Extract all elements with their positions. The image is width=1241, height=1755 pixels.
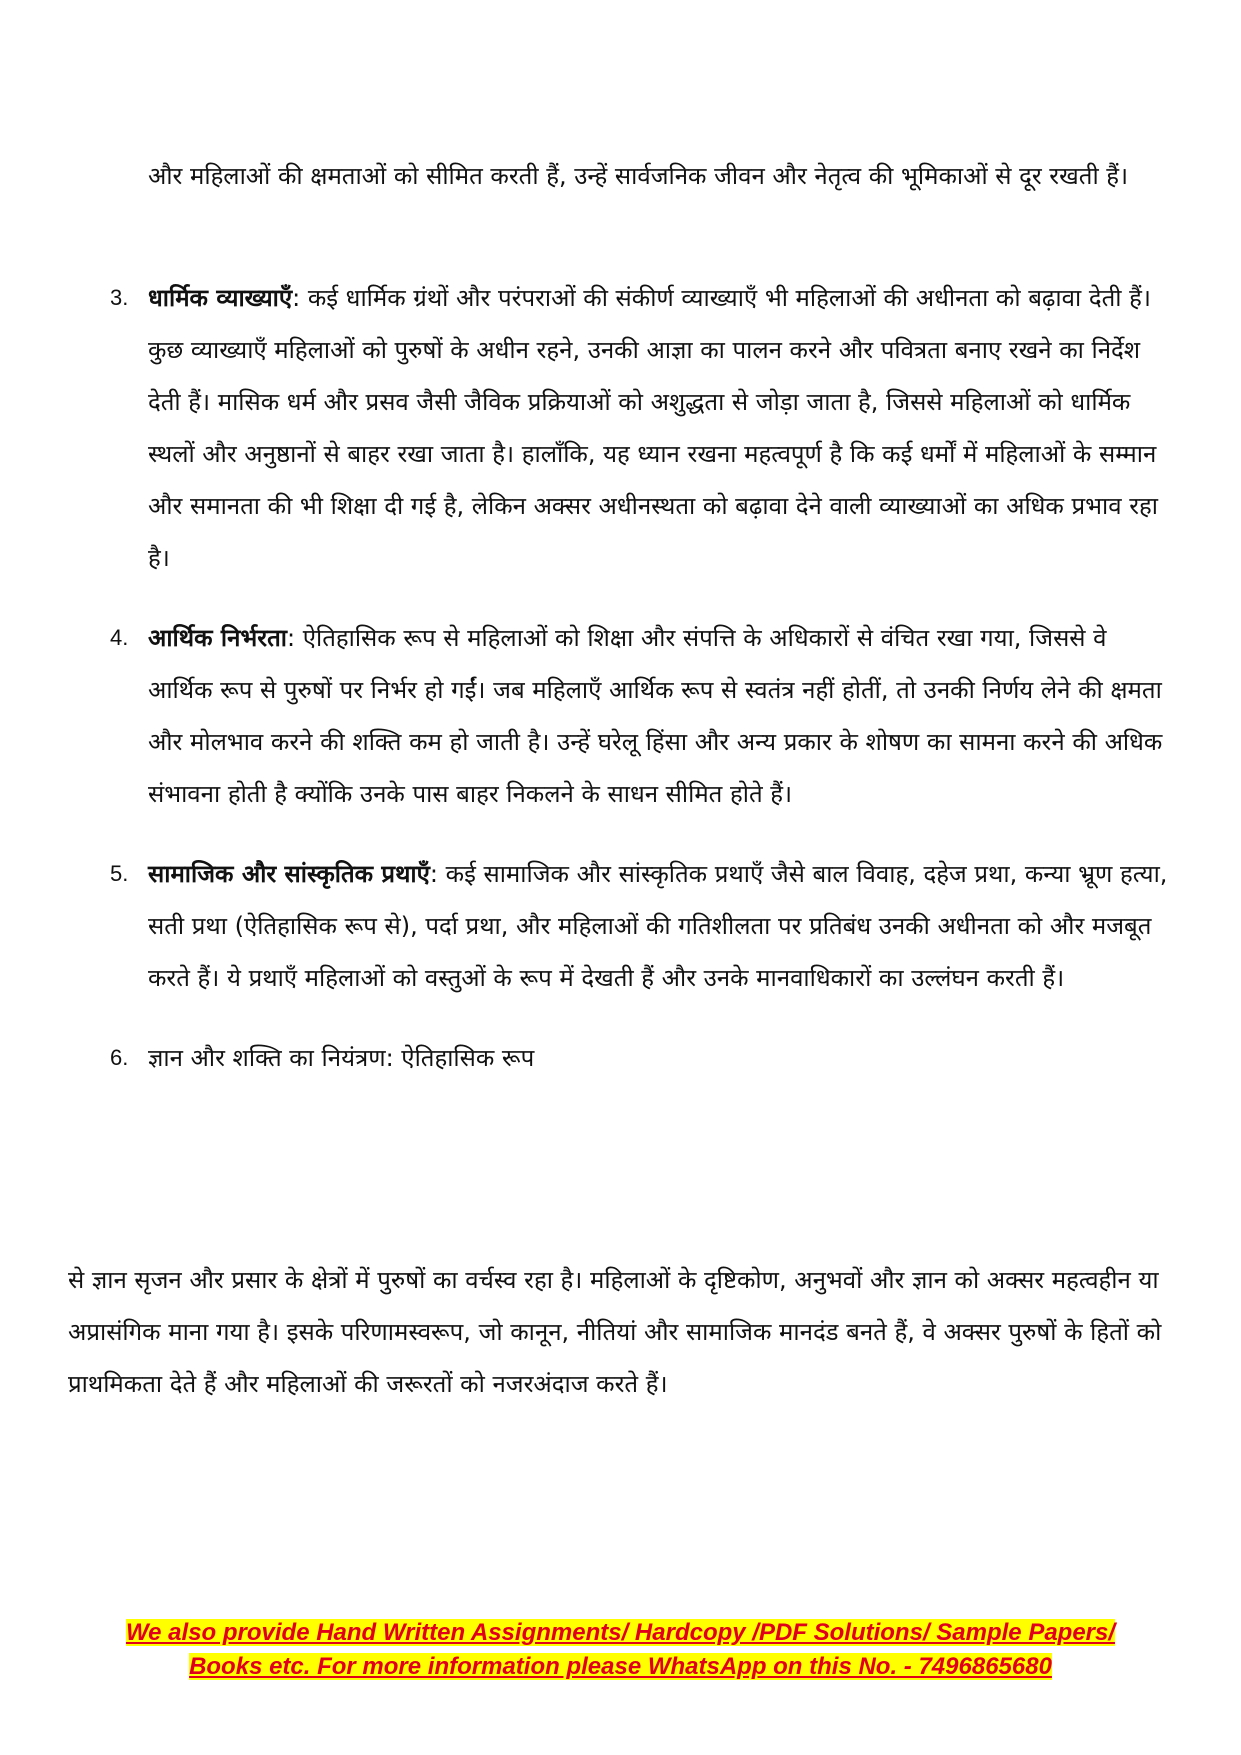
footer-line-2: Books etc. For more information please WhatsApp on this No. - 7496865680 (189, 1653, 1052, 1680)
footer-advertisement (0, 1616, 1241, 1684)
list-item (110, 1032, 1170, 1084)
numbered-list (110, 272, 1170, 1112)
item-text: : ऐतिहासिक रूप से महिलाओं को शिक्षा और संपत्ति के अधिकारों से वंचित रखा गया, जिससे वे आर्थिक रूप से पुरुषों पर निर्भर हो गईं। जब महिलाएँ आर्थिक रूप से स्वतंत्र नहीं होतीं, तो उनकी निर्णय लेने की क्षमता और मोलभाव करने की शक्ति कम हो जाती है। उन्हें घरेलू हिंसा और अन्य प्रकार के शोषण का सामना करने की अधिक संभावना होती है क्योंकि उनके पास बाहर निकलने के साधन सीमित होते हैं। (148, 624, 1163, 808)
item-heading: आर्थिक निर्भरता (148, 624, 287, 652)
footer-line-1: We also provide Hand Written Assignments/ Hardcopy /PDF Solutions/ Sample Papers/ (125, 1619, 1116, 1646)
item-text: ज्ञान और शक्ति का नियंत्रण: ऐतिहासिक रूप (148, 1044, 535, 1072)
item-text: : कई धार्मिक ग्रंथों और परंपराओं की संकीर्ण व्याख्याएँ भी महिलाओं की अधीनता को बढ़ावा देती हैं। कुछ व्याख्याएँ महिलाओं को पुरुषों के अधीन रहने, उनकी आज्ञा का पालन करने और पवित्रता बनाए रखने का निर्देश देती हैं। मासिक धर्म और प्रसव जैसी जैविक प्रक्रियाओं को अशुद्धता से जोड़ा जाता है, जिससे महिलाओं को धार्मिक स्थलों और अनुष्ठानों से बाहर रखा जाता है। हालाँकि, यह ध्यान रखना महत्वपूर्ण है कि कई धर्मों में महिलाओं के सम्मान और समानता की भी शिक्षा दी गई है, लेकिन अक्सर अधीनस्थता को बढ़ावा देने वाली व्याख्याओं का अधिक प्रभाव रहा है। (148, 284, 1158, 572)
list-number: 6. (110, 1045, 129, 1070)
continuation-paragraph: और महिलाओं की क्षमताओं को सीमित करती हैं, उन्हें सार्वजनिक जीवन और नेतृत्व की भूमिकाओं से दूर रखती हैं। (148, 162, 1129, 190)
list-number: 3. (110, 285, 129, 310)
list-number: 4. (110, 625, 129, 650)
item-text: : कई सामाजिक और सांस्कृतिक प्रथाएँ जैसे बाल विवाह, दहेज प्रथा, कन्या भ्रूण हत्या, सती प्रथा (ऐतिहासिक रूप से), पर्दा प्रथा, और महिलाओं की गतिशीलता पर प्रतिबंध उनकी अधीनता को और मजबूत करते हैं। ये प्रथाएँ महिलाओं को वस्तुओं के रूप में देखती हैं और उनके मानवाधिकारों का उल्लंघन करती हैं। (148, 860, 1168, 992)
final-paragraph: से ज्ञान सृजन और प्रसार के क्षेत्रों में पुरुषों का वर्चस्व रहा है। महिलाओं के दृष्टिकोण, अनुभवों और ज्ञान को अक्सर महत्वहीन या अप्रासंगिक माना गया है। इसके परिणामस्वरूप, जो कानून, नीतियां और सामाजिक मानदंड बनते हैं, वे अक्सर पुरुषों के हितों को प्राथमिकता देते हैं और महिलाओं की जरूरतों को नजरअंदाज करते हैं। (68, 1266, 1162, 1398)
list-item (110, 848, 1170, 1004)
list-number: 5. (110, 861, 129, 886)
item-heading: सामाजिक और सांस्कृतिक प्रथाएँ (148, 860, 430, 888)
list-item (110, 272, 1170, 584)
item-heading: धार्मिक व्याख्याएँ (148, 284, 293, 312)
list-item (110, 612, 1170, 820)
